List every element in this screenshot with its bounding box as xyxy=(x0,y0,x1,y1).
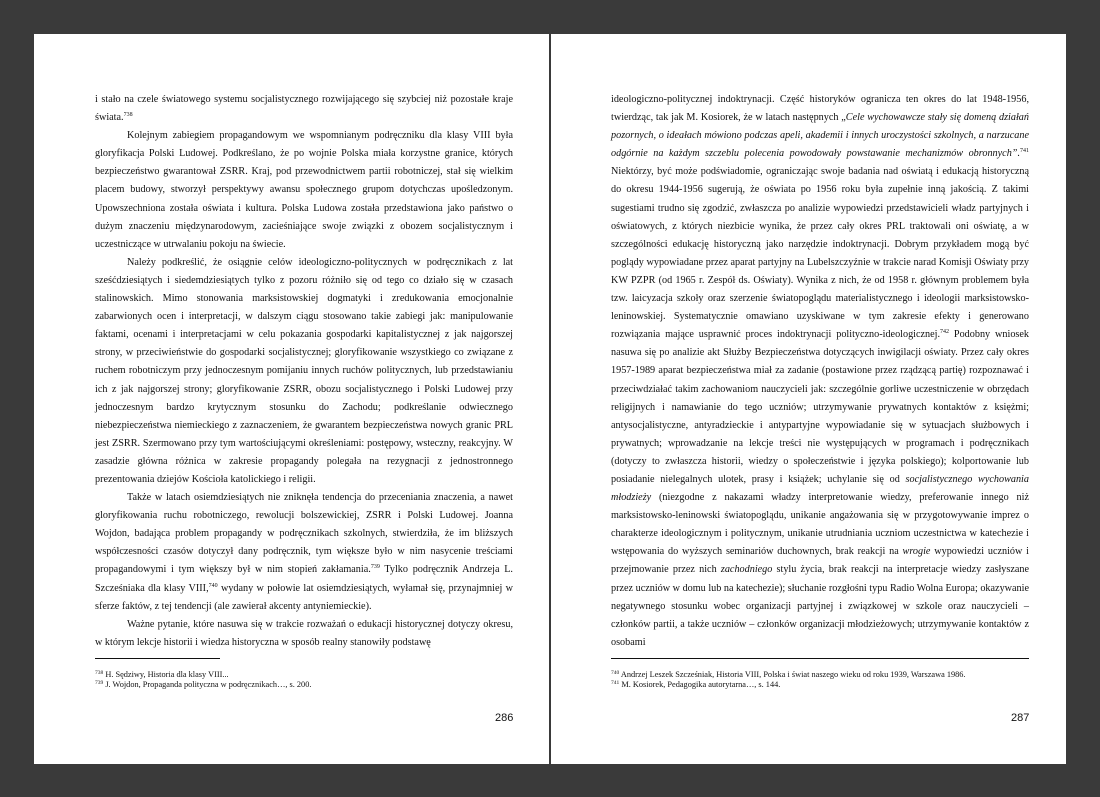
italic-text: socjalistycznego wychowania młodzieży xyxy=(611,473,1029,504)
text-run: Także w latach osiemdziesiątych nie zniknęła tendencja do przeceniania znaczenia, a nawet gloryfikowania ruchu robotniczego, rewolucji bolszewickiej, ZSRR i Polski Ludowej. Joanna Wojdon, badająca problem propagandy w podręcznikach szkolnych, stwierdziła, że im bliższych współczesności czasów dotyczył dany podręcznik, tym większe było w nim nasycenie treściami propagandowymi i tym większy był w nim stopień zakłamania. xyxy=(95,492,513,576)
right-page xyxy=(551,34,1066,764)
paragraph xyxy=(95,616,513,652)
page-number: 287 xyxy=(1011,712,1030,724)
footnote xyxy=(95,680,513,690)
left-page-body xyxy=(95,91,513,652)
text-run: stylu życia, brak reakcji na interpretacje wiedzy zasłyszane przez uczniów w domu lub na katechezie); słuchanie rozgłośni typu Radio Wolna Europa; okazywanie negatywnego stosunku wobec organizacji partyjnej i związkowej w szkole oraz nauczycieli – członków partii, a także uczniów – członków organizacji młodzieżowych; utrzymywanie kontaktów z osobami xyxy=(611,564,1030,648)
text-run: Ważne pytanie, które nasuwa się w trakcie rozważań o edukacji historycznej dotyczy okresu, w którym lekcje historii i wiedza historyczna w sposób realny stanowiły podstawę xyxy=(95,618,513,648)
paragraph xyxy=(95,254,513,489)
footnote-text: H. Sędziwy, Historia dla klasy VIII... xyxy=(103,670,229,679)
footnote-ref: 742 xyxy=(940,329,950,336)
right-footnotes xyxy=(611,670,1029,690)
italic-text: zachodniego xyxy=(720,564,773,576)
footnote xyxy=(95,670,513,680)
text-run: Tylko podręcznik Andrzeja L. Szcześniaka dla klasy VIII, xyxy=(95,564,513,594)
page-number: 286 xyxy=(495,712,514,724)
paragraph xyxy=(95,91,513,127)
paragraph xyxy=(611,91,1029,652)
text-run: (niezgodne z nakazami władzy interpretowanie wiedzy, preferowanie innego niż marksistowsko-leninowski światopoglądu, unikanie angażowania się w przygotowywanie imprez o charakterze ideologicznym i politycznym, unikanie utrudniania uczniom uczestnictwa w katechezie i wstępowania do wyższych seminariów duchownych, brak reakcji na xyxy=(611,492,1029,558)
footnote-ref: 741 xyxy=(1020,148,1029,155)
footnote-number: 740 xyxy=(611,670,620,676)
text-run: Należy podkreślić, że osiągnie celów ideologiczno-politycznych w podręcznikach z lat sześćdziesiątych i siedemdziesiątych tylko z pozoru różniło się od tego co działo się w czasach stalinowskich. Mimo stonowania marksistowskiej dogmatyki i zredukowania emocjonalnie zabarwionych ocen i interpretacji, w dalszym ciągu stosowano takie zabiegi jak: manipulowanie faktami, ocenami i interpretacjami w celu pokazania gospodarki kapitalistycznej z jak najgorszej strony, w przeciwieństwie do gospodarki socjalistycznej; gloryfikowanie wszystkiego co związane z ruchem robotniczym przy jednoczesnym pomijaniu innych ruchów politycznych, lub przedstawianiu ich z jak najgorszej strony; gloryfikowanie ZSRR, obozu socjalistycznego i Polski Ludowej przy jednoczesnym bardzo krytycznym stosunku do Zachodu; podkreślanie odwiecznego niebezpieczeństwa niemieckiego z zaznaczeniem, że gwarantem bezpieczeństwa nowych granic PRL jest ZSRR. Szermowano przy tym wartościującymi określeniami: postępowy, wsteczny, reakcyjny. W zasadzie główna różnica w zakresie propagandy polegała na rezygnacji z jednostronnego prezentowania dziejów Kościoła katolickiego i religii. xyxy=(95,256,513,485)
footnote-text: M. Kosiorek, Pedagogika autorytarna…, s. 144. xyxy=(619,680,781,689)
italic-text: Cele wychowawcze stały się domeną działań pozornych, o ideałach mówiono podczas apeli, akademii i innych uroczystości szkolnych, a narzucane odgórnie na każdym szczeblu polecenia powodowały powstawanie mechanizmów obronnych”. xyxy=(611,112,1029,160)
footnote-ref: 738 xyxy=(123,112,133,119)
right-page-body xyxy=(611,91,1029,652)
left-page xyxy=(34,34,549,764)
footnote-ref: 740 xyxy=(208,582,218,589)
text-run: wydany w połowie lat osiemdziesiątych, wyłamał się, przynajmniej w sferze faktów, z tej tendencji (ale zawierał akcenty antyniemieckie). xyxy=(95,582,513,612)
footnote-number: 739 xyxy=(95,680,104,686)
text-run: Podobny wniosek nasuwa się po analizie akt Służby Bezpieczeństwa dotyczących inwigilacji oświaty. Przez cały okres 1957-1989 aparat bezpieczeństwa miał za zadanie (postawione przez rządzącą partię) rozpoznawać i przeciwdziałać takim zachowaniom nauczycieli jak: szczególnie gorliwe uczestniczenie w obrzędach religijnych i namawianie do tego uczniów; utrzymywanie prywatnych kontaktów z księżmi; antysocjalistyczne, antyradzieckie i antypartyjne wypowiadanie się w sytuacjach służbowych i prywatnych; wprowadzanie na lekcje treści nie występujących w programach i podręcznikach (dotyczy to zwłaszcza historii, wiedzy o społeczeństwie i języka polskiego); kolportowanie lub posiadanie nielegalnych ulotek, prasy i książek; uchylanie się od xyxy=(611,329,1029,485)
footnote-separator xyxy=(95,658,220,659)
text-run: Kolejnym zabiegiem propagandowym we wspomnianym podręczniku dla klasy VIII była gloryfikacja Polski Ludowej. Podkreślano, że po wojnie Polska miała korzystne granice, których bezpieczeństwo gwarantował ZSRR. Kraj, pod przewodnictwem partii robotniczej, stał się wielkim placem budowy, stworzył perspektywy awansu społecznego grupom dotychczas upośledzonym. Upowszechniona została oświata i kultura. Polska Ludowa została przedstawiona jako państwo o dużym znaczeniu międzynarodowym, zacieśniające swoje związki z obozem socjalistycznym i uczestniczące w utrwalaniu pokoju na świecie. xyxy=(95,130,513,250)
paragraph xyxy=(95,127,513,254)
footnote-text: J. Wojdon, Propaganda polityczna w podręcznikach…, s. 200. xyxy=(103,680,312,689)
italic-text: wrogie xyxy=(902,546,931,558)
footnote-number: 738 xyxy=(95,670,104,676)
text-run: wypowiedzi uczniów i przejmowanie przez nich xyxy=(611,546,1029,576)
text-run: ideologiczno-politycznej indoktrynacji. Część historyków ogranicza ten okres do lat 1948-1956, twierdząc, tak jak M. Kosiorek, że w latach następnych „ xyxy=(611,94,1029,124)
footnote xyxy=(611,680,1029,690)
paragraph xyxy=(95,489,513,616)
text-run: Niektórzy, być może podświadomie, ograniczając swoje badania nad oświatą i edukacją historyczną do okresu 1944-1956 sugerują, że oświata po 1956 roku była zupełnie inną jakością. Z takimi sugestiami trudno się zgodzić, zwłaszcza po analizie wypowiedzi przedstawicieli władz partyjnych i oświatowych, z których niezbicie wynika, że przez cały okres PRL traktowali oni oświatę, a w szczególności edukację historyczną jako narzędzie indoktrynacji. Dobrym przykładem mogą być poglądy wypowiadane przez aparat partyjny na Lubelszczyźnie w trakcie narad Komisji Oświaty przy KW PZPR (od 1965 r. Zespół ds. Oświaty). Wynika z nich, że od 1958 r. głównym problemem była tzw. laicyzacja szkoły oraz szerzenie światopoglądu materialistycznego i ideologii marksistowsko-leninowskiej. Systematycznie omawiano uzyskiwane w tym zakresie efekty i generowano rozwiązania mające usprawnić proces indoktrynacji polityczno-ideologicznej. xyxy=(611,166,1029,341)
footnote-ref: 739 xyxy=(370,564,380,571)
footnote-separator xyxy=(611,658,1029,659)
left-footnotes xyxy=(95,670,513,690)
footnote-number: 741 xyxy=(611,680,620,686)
footnote xyxy=(611,670,1029,680)
text-run: i stało na czele światowego systemu socjalistycznego rozwijającego się szybciej niż pozostałe kraje świata. xyxy=(95,94,513,124)
footnote-text: Andrzej Leszek Szcześniak, Historia VIII, Polska i świat naszego wieku od roku 1939, Warszawa 1986. xyxy=(619,670,966,679)
